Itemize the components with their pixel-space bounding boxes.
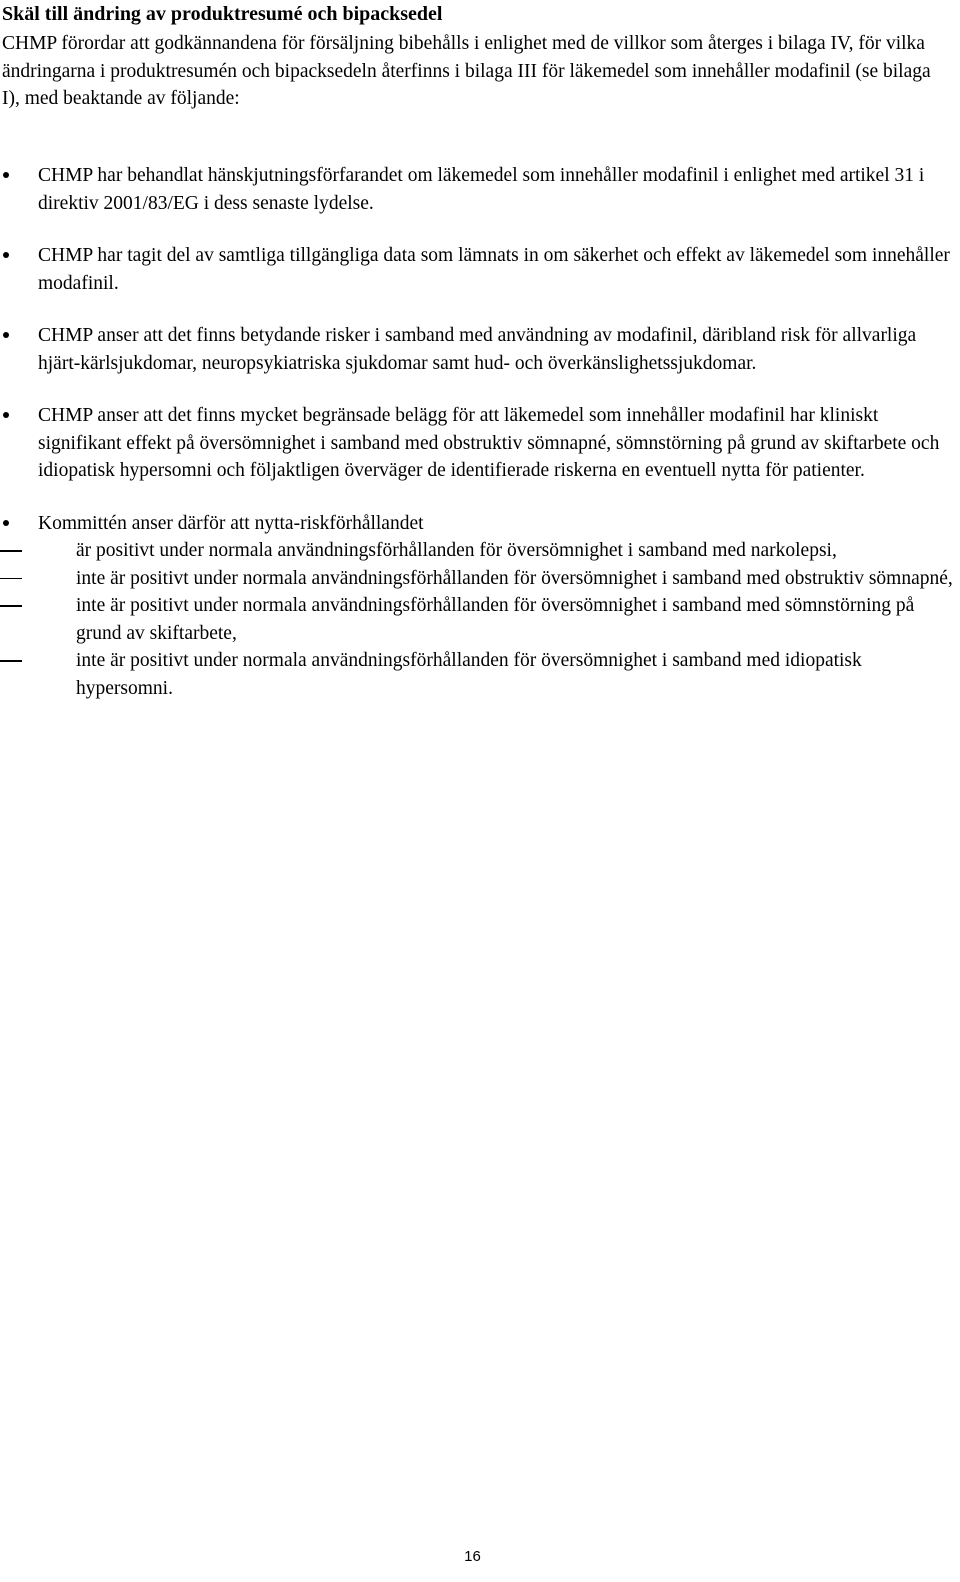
bullet-text: CHMP anser att det finns mycket begränsade belägg för att läkemedel som innehåller modafinil har kliniskt signifikant effekt på översömnighet i samband med obstruktiv sömnapné, sömnstörning på grund av skiftarbete och idiopatisk hypersomni och följaktligen överväger de identifierade riskerna en eventuell nytta för patienter. bbox=[38, 405, 940, 481]
bullet-icon bbox=[3, 412, 9, 418]
dash-sublist bbox=[38, 537, 955, 702]
bullet-list bbox=[0, 162, 955, 702]
bullet-text: CHMP har behandlat hänskjutningsförfarandet om läkemedel som innehåller modafinil i enlighet med artikel 31 i direktiv 2001/83/EG i dess senaste lydelse. bbox=[38, 165, 925, 214]
dash-list-item bbox=[38, 537, 955, 565]
dash-list-item bbox=[38, 565, 955, 593]
bullet-icon bbox=[3, 172, 9, 178]
dash-item-text: inte är positivt under normala användningsförhållanden för översömnighet i samband med obstruktiv sömnapné, bbox=[76, 567, 953, 589]
bullet-icon bbox=[3, 520, 9, 526]
dash-item-text: inte är positivt under normala användningsförhållanden för översömnighet i samband med idiopatisk hypersomni. bbox=[76, 650, 862, 699]
bullet-text: CHMP anser att det finns betydande risker i samband med användning av modafinil, däribland risk för allvarliga hjärt-kärlsjukdomar, neuropsykiatriska sjukdomar samt hud- och överkänslighetssjukdomar. bbox=[38, 325, 917, 374]
bullet-item bbox=[0, 510, 955, 703]
bullet-item bbox=[0, 322, 955, 377]
dash-icon bbox=[0, 578, 22, 580]
dash-item-text: är positivt under normala användningsförhållanden för översömnighet i samband med narkolepsi, bbox=[76, 540, 837, 561]
page-title: Skäl till ändring av produktresumé och bipacksedel bbox=[2, 3, 443, 25]
bullet-item bbox=[0, 402, 955, 485]
page-number: 16 bbox=[464, 1548, 481, 1565]
dash-icon bbox=[0, 660, 22, 662]
dash-list-item bbox=[38, 592, 955, 647]
dash-list-item bbox=[38, 647, 955, 702]
dash-icon bbox=[0, 605, 22, 607]
bullet-item bbox=[0, 242, 955, 297]
bullet-icon bbox=[3, 332, 9, 338]
dash-icon bbox=[0, 550, 22, 552]
dash-item-text: inte är positivt under normala användningsförhållanden för översömnighet i samband med sömnstörning på grund av skiftarbete, bbox=[76, 595, 915, 644]
bullet-text: CHMP har tagit del av samtliga tillgängliga data som lämnats in om säkerhet och effekt av läkemedel som innehåller modafinil. bbox=[38, 245, 950, 294]
bullet-item bbox=[0, 162, 955, 217]
bullet-text: Kommittén anser därför att nytta-riskförhållandet bbox=[38, 512, 424, 534]
bullet-icon bbox=[3, 252, 9, 258]
intro-paragraph: CHMP förordar att godkännandena för försäljning bibehålls i enlighet med de villkor som återges i bilaga IV, för vilka ändringarna i produktresumén och bipacksedeln återfinns i bilaga III för läkemedel som innehåller modafinil (se bilaga I), med beaktande av följande: bbox=[2, 33, 931, 109]
